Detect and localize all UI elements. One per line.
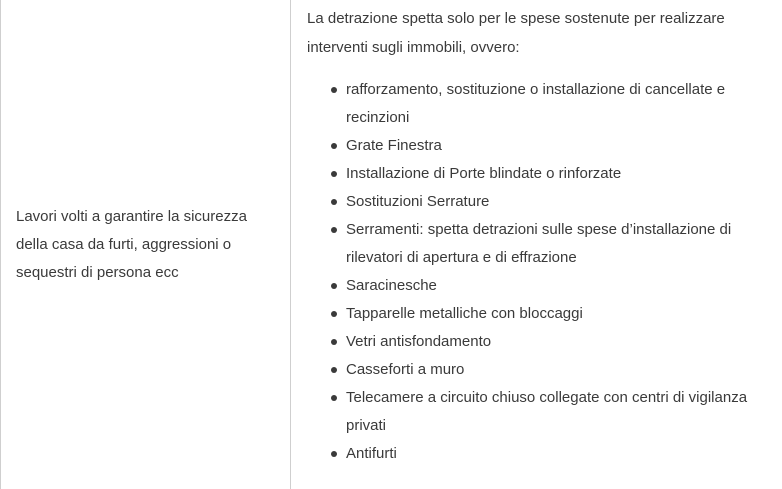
- list-item-text: Antifurti: [346, 445, 397, 462]
- interventions-list: [307, 76, 777, 468]
- bullet-icon: [331, 367, 337, 373]
- bullet-icon: [331, 395, 337, 401]
- list-item: [346, 76, 777, 132]
- list-item: [346, 160, 777, 188]
- list-item-text: Vetri antisfondamento: [346, 333, 492, 350]
- bullet-icon: [331, 311, 337, 317]
- list-item: [346, 272, 777, 300]
- list-item: [346, 188, 777, 216]
- list-item: [346, 356, 777, 384]
- list-item-text: Serramenti: spetta detrazioni sulle spese d’installazione di rilevatori di apertura e di effrazione: [346, 221, 732, 266]
- bullet-icon: [331, 87, 337, 93]
- list-item-text: Sostituzioni Serrature: [346, 193, 490, 210]
- list-item: [346, 216, 777, 272]
- bullet-icon: [331, 283, 337, 289]
- bullet-icon: [331, 199, 337, 205]
- list-item-text: Installazione di Porte blindate o rinforzate: [346, 165, 622, 182]
- bullet-icon: [331, 339, 337, 345]
- list-item-text: Tapparelle metalliche con bloccaggi: [346, 305, 583, 322]
- list-item: [346, 300, 777, 328]
- list-item: [346, 384, 777, 440]
- list-item: [346, 440, 777, 468]
- bullet-icon: [331, 171, 337, 177]
- list-item-text: rafforzamento, sostituzione o installazione di cancellate e recinzioni: [346, 81, 726, 126]
- list-item-text: Telecamere a circuito chiuso collegate con centri di vigilanza privati: [346, 389, 748, 434]
- bullet-icon: [331, 227, 337, 233]
- bullet-icon: [331, 451, 337, 457]
- bullet-icon: [331, 143, 337, 149]
- description-intro: La detrazione spetta solo per le spese sostenute per realizzare interventi sugli immobili, ovvero:: [307, 10, 725, 56]
- list-item: [346, 132, 777, 160]
- table-cell-description: [291, 0, 782, 489]
- list-item-text: Grate Finestra: [346, 137, 442, 154]
- list-item-text: Casseforti a muro: [346, 361, 465, 378]
- table-cell-category: [1, 0, 291, 489]
- list-item-text: Saracinesche: [346, 277, 437, 294]
- category-text: Lavori volti a garantire la sicurezza della casa da furti, aggressioni o sequestri di persona ecc: [16, 208, 247, 281]
- list-item: [346, 328, 777, 356]
